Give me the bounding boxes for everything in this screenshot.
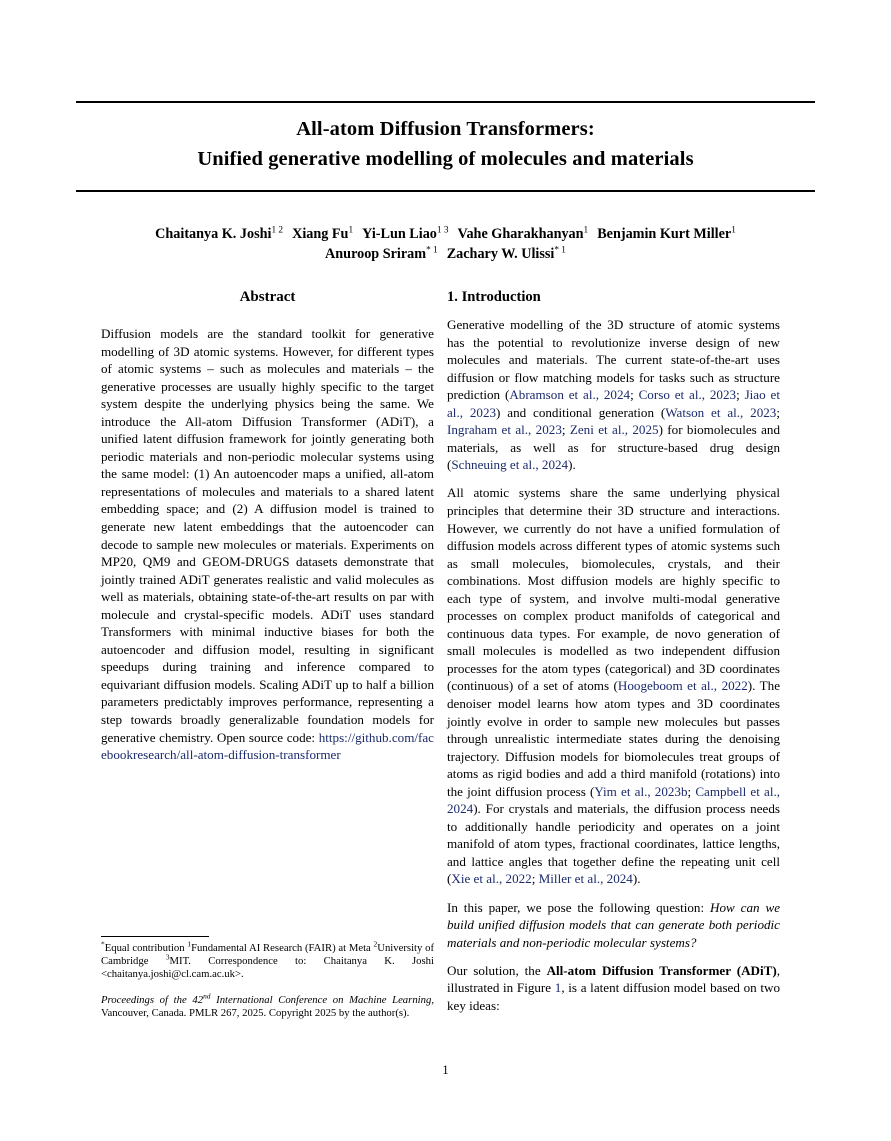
author-entry — [447, 246, 566, 262]
author-line-2 — [76, 244, 815, 264]
text-run: ; — [531, 871, 539, 887]
author-entry — [325, 246, 438, 262]
text-run: University of Cambridge — [101, 942, 435, 968]
citation-link[interactable]: Xie et al., 2022 — [451, 871, 532, 887]
author-name: Chaitanya K. Joshi — [155, 226, 272, 242]
research-question: How can we build unified diffusion models that can generate both periodic materials and non-periodic molecular systems? — [447, 899, 781, 950]
footnote-block — [101, 936, 434, 1020]
author-entry — [155, 226, 283, 242]
author-entry — [292, 226, 353, 242]
author-affil-marks: 1 3 — [436, 225, 449, 236]
text-run: MIT. Correspondence to: Chaitanya K. Joshi <chaitanya.joshi@cl.cam.ac.uk>. — [101, 955, 434, 981]
code-repository-link[interactable]: https://github.com/facebookresearch/all-atom-diffusion-transformer — [101, 729, 434, 763]
author-affil-marks: 1 — [583, 225, 589, 236]
author-entry — [362, 226, 448, 242]
author-affil-marks: 1 — [348, 225, 354, 236]
intro-paragraph-2 — [447, 484, 780, 888]
affiliation-marker-3: 3 — [165, 952, 170, 962]
title-line-1: All-atom Diffusion Transformers: — [296, 118, 595, 140]
citation-link[interactable]: Miller et al., 2024 — [538, 871, 633, 887]
citation-link[interactable]: Yim et al., 2023b — [594, 783, 688, 799]
citation-link[interactable]: Watson et al., 2023 — [665, 404, 777, 420]
text-run: , Vancouver, Canada. PMLR 267, 2025. Copyright 2025 by the author(s). — [101, 993, 434, 1019]
text-run: ; — [736, 387, 745, 403]
text-run: ) and conditional generation ( — [496, 404, 666, 420]
author-name: Yi-Lun Liao — [362, 226, 437, 242]
intro-paragraph-4 — [447, 962, 780, 1015]
affiliation-marker-2: 2 — [373, 939, 378, 949]
author-name: Zachary W. Ulissi — [446, 246, 555, 262]
footnote-affiliations — [101, 939, 435, 982]
citation-link[interactable]: Campbell et al., 2024 — [447, 783, 780, 817]
header-rule-top — [76, 101, 815, 103]
abstract-heading: Abstract — [239, 289, 296, 305]
abstract-text: Diffusion models are the standard toolkit for generative modelling of 3D atomic systems. However, for different types of atomic systems – such as molecules and materials – the generative processes are usually highly specific to the target system despite the underlying physics being the same. We introduce the All-atom Diffusion Transformer (ADiT), a unified latent diffusion framework for jointly generating both periodic materials and non-periodic molecular systems using the same model: (1) An autoencoder maps a unified, all-atom representations of molecules and materials to a shared latent embedding space; and (2) A diffusion model is trained to generate new latent embeddings that the autoencoder can decode to sample new molecules or materials. Experiments on MP20, QM9 and GEOM-DRUGS datasets demonstrate that jointly trained ADiT generates realistic and valid molecules as well as materials, obtaining state-of-the-art results on par with molecule and crystal-specific models. ADiT uses standard Transformers with minimal inductive biases for both the autoencoder and diffusion model, resulting in significant speedups during training and inference compared to equivariant diffusion models. Scaling ADiT up to half a billion parameters predictably improves performance, representing a step towards broadly generalizable foundation models for generative chemistry. Open source code: — [101, 326, 434, 745]
text-run: , illustrated in Figure — [447, 962, 780, 996]
text-run: ). The denoiser model learns how atom types and 3D coordinates jointly evolve in order to sample new molecules but passes through unrealistic intermediate states during the denoising trajectory. Diffusion models for biomolecules treat groups of atoms as rigid bodies and add a third manifold (rotations) into the joint diffusion process ( — [447, 678, 781, 799]
author-entry — [597, 226, 736, 242]
author-affil-marks: * 1 — [426, 245, 438, 256]
text-run: ; — [630, 387, 639, 403]
text-run: ; — [687, 783, 696, 799]
text-run: Generative modelling of the 3D structure of atomic systems has the potential to revolutionize inverse design of new molecules and materials. The current state-of-the-art uses diffusion or flow matching models for tasks such as structure prediction ( — [447, 317, 780, 403]
text-run: ; — [561, 422, 570, 438]
abstract-body — [101, 325, 434, 764]
text-run: Equal contribution — [104, 942, 188, 954]
conference-name: International Conference on Machine Learning — [210, 993, 432, 1006]
citation-link[interactable]: Schneuing et al., 2024 — [451, 457, 569, 473]
intro-paragraph-1 — [447, 316, 780, 474]
author-affil-marks: * 1 — [554, 245, 566, 256]
author-entry — [458, 226, 589, 242]
text-run: Fundamental AI Research (FAIR) at Meta — [191, 942, 374, 954]
text-run: All atomic systems share the same underlying physical principles that determine their 3D structure and interactions. However, we currently do not have a unified formulation of diffusion models across different types of atomic systems such as small molecules, biomolecules, crystals, and their combinations. Most diffusion models are highly specific to each type of system, and involve multi-modal generative processes on complex product manifolds of categorical and continuous data types. For example, de novo generation of small molecules is modelled as two independent diffusion processes for the atom types (categorical) and 3D coordinates (continuous) of a set of atoms ( — [447, 485, 780, 694]
conference-ordinal-suffix: nd — [203, 991, 211, 1001]
title-line-2: Unified generative modelling of molecules and materials — [197, 148, 694, 170]
affiliation-marker-1: 1 — [187, 939, 192, 949]
footnote-proceedings — [101, 991, 434, 1020]
conference-ordinal: 42 — [192, 993, 204, 1006]
author-list — [76, 224, 815, 264]
citation-link[interactable]: Ingraham et al., 2023 — [447, 422, 562, 438]
text-run: ). — [632, 871, 641, 887]
author-affil-marks: 1 2 — [271, 225, 284, 236]
column-left — [101, 288, 434, 764]
text-run: Our solution, the — [447, 962, 547, 978]
header-rule-bottom — [76, 190, 815, 192]
page-number: 1 — [442, 1063, 449, 1077]
citation-link[interactable]: Jiao et al., 2023 — [447, 387, 780, 420]
author-name: Vahe Gharakhanyan — [457, 226, 584, 242]
citation-link[interactable]: Abramson et al., 2024 — [509, 387, 631, 403]
section-heading-introduction: 1. Introduction — [447, 289, 541, 305]
citation-link[interactable]: Zeni et al., 2025 — [569, 422, 659, 438]
intro-paragraph-3 — [447, 899, 780, 952]
citation-link[interactable]: Hoogeboom et al., 2022 — [617, 678, 748, 694]
text-run: ). For crystals and materials, the diffusion process needs to additionally handle periodicity and operates on a joint manifold of atom types, fractional coordinates, lattice lengths, and lattice angles that together define the repeating unit cell ( — [447, 801, 780, 887]
paper-title — [76, 114, 815, 174]
text-run: ). — [568, 457, 576, 473]
equal-contribution-marker: * — [101, 939, 105, 949]
author-name: Anuroop Sriram — [325, 246, 427, 262]
author-line-1 — [76, 224, 815, 244]
text-run: ; — [776, 404, 780, 420]
column-right — [447, 288, 780, 1014]
author-name: Xiang Fu — [292, 226, 349, 242]
citation-link[interactable]: Corso et al., 2023 — [638, 387, 737, 403]
text-run: In this paper, we pose the following question: — [447, 899, 711, 915]
text-run: ) for biomolecules and materials, as well as for structure-based drug design ( — [447, 422, 780, 473]
author-affil-marks: 1 — [731, 225, 736, 236]
footnote-separator-rule — [101, 936, 209, 937]
text-run: , is a latent diffusion model based on two key ideas: — [447, 980, 780, 1013]
author-name: Benjamin Kurt Miller — [597, 226, 732, 242]
figure-reference-link[interactable]: 1 — [554, 980, 562, 996]
text-run: Proceedings of the — [101, 993, 193, 1006]
model-name: All-atom Diffusion Transformer (ADiT) — [546, 962, 777, 978]
